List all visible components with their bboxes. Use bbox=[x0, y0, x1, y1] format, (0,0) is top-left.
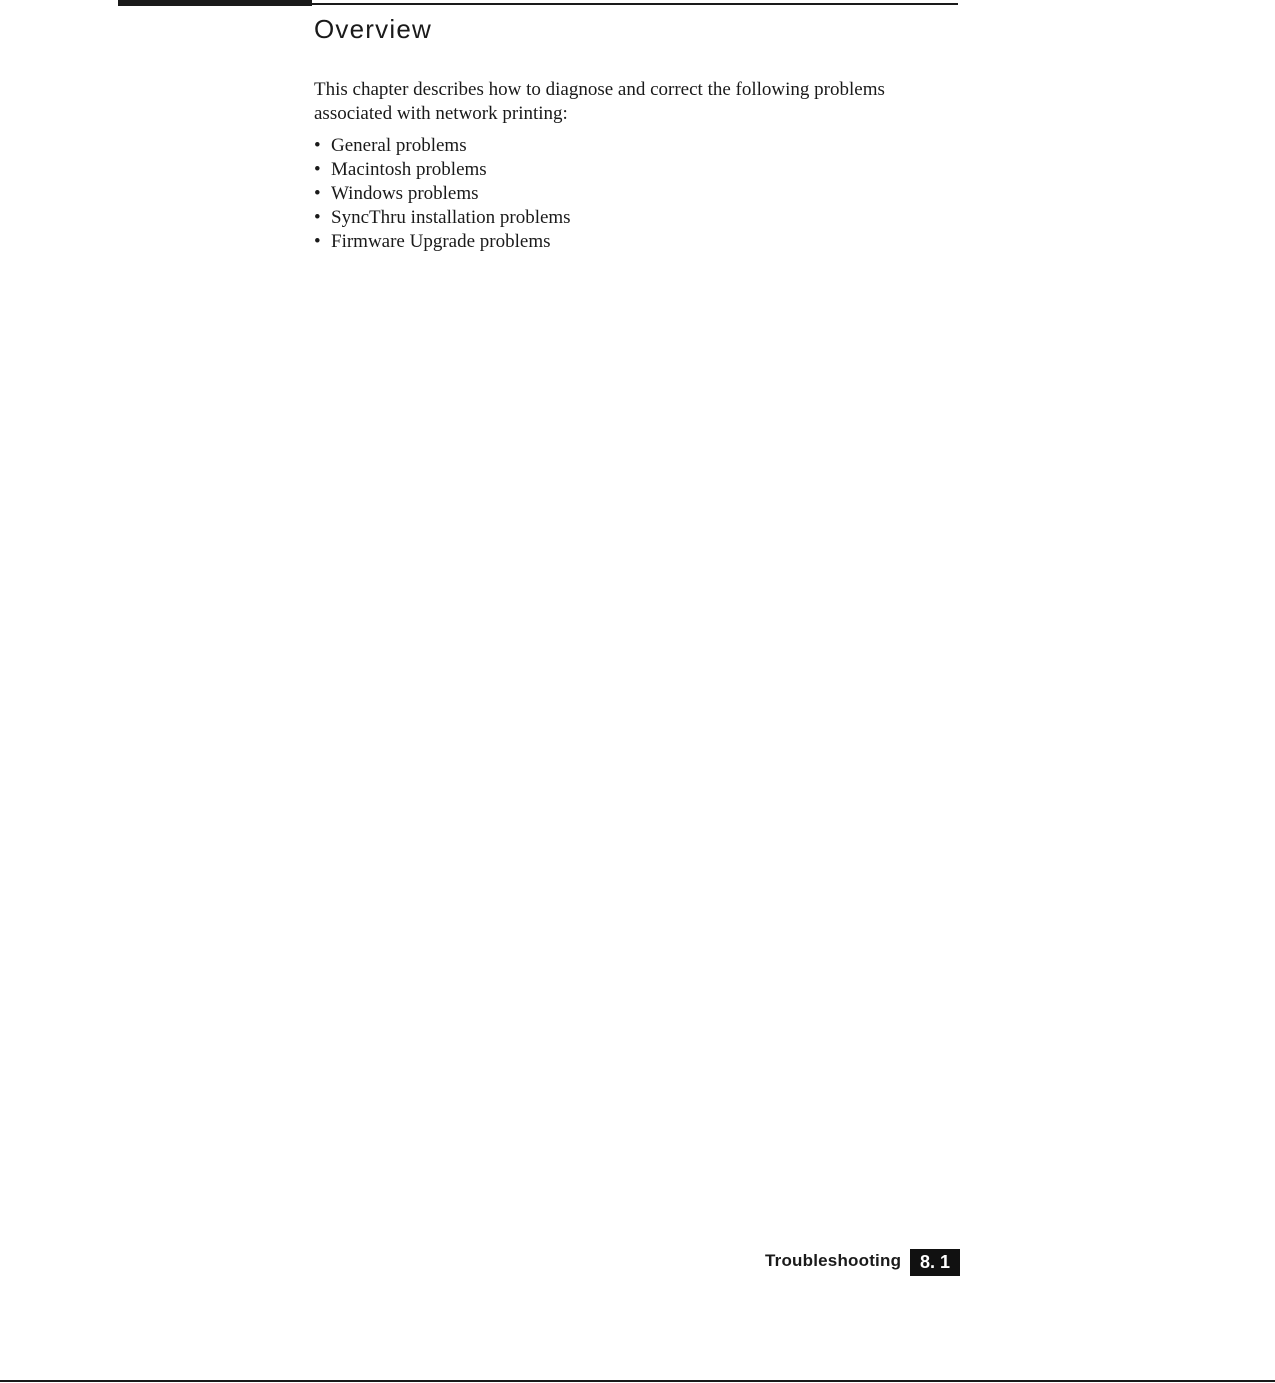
list-item-text: Firmware Upgrade problems bbox=[331, 231, 551, 252]
list-item bbox=[314, 134, 571, 158]
list-item bbox=[314, 230, 571, 254]
list-item-text: SyncThru installation problems bbox=[331, 207, 571, 228]
footer-rule bbox=[0, 1380, 1275, 1382]
problem-list bbox=[314, 134, 571, 254]
bullet: • bbox=[314, 207, 321, 228]
footer-chapter-label: Troubleshooting bbox=[765, 1251, 902, 1270]
list-item-text: General problems bbox=[331, 135, 467, 156]
bullet: • bbox=[314, 159, 321, 180]
list-item bbox=[314, 158, 571, 182]
intro-paragraph: This chapter describes how to diagnose and correct the following problems associated with network printing: bbox=[314, 79, 885, 124]
list-item bbox=[314, 182, 571, 206]
list-item-text: Windows problems bbox=[331, 183, 479, 204]
header-rule bbox=[312, 3, 958, 5]
list-item-text: Macintosh problems bbox=[331, 159, 487, 180]
list-item bbox=[314, 206, 571, 230]
section-heading: Overview bbox=[314, 14, 432, 44]
header-rule-thick bbox=[118, 0, 312, 6]
bullet: • bbox=[314, 135, 321, 156]
bullet: • bbox=[314, 231, 321, 252]
bullet: • bbox=[314, 183, 321, 204]
page-number-badge: 8. 1 bbox=[910, 1249, 960, 1276]
